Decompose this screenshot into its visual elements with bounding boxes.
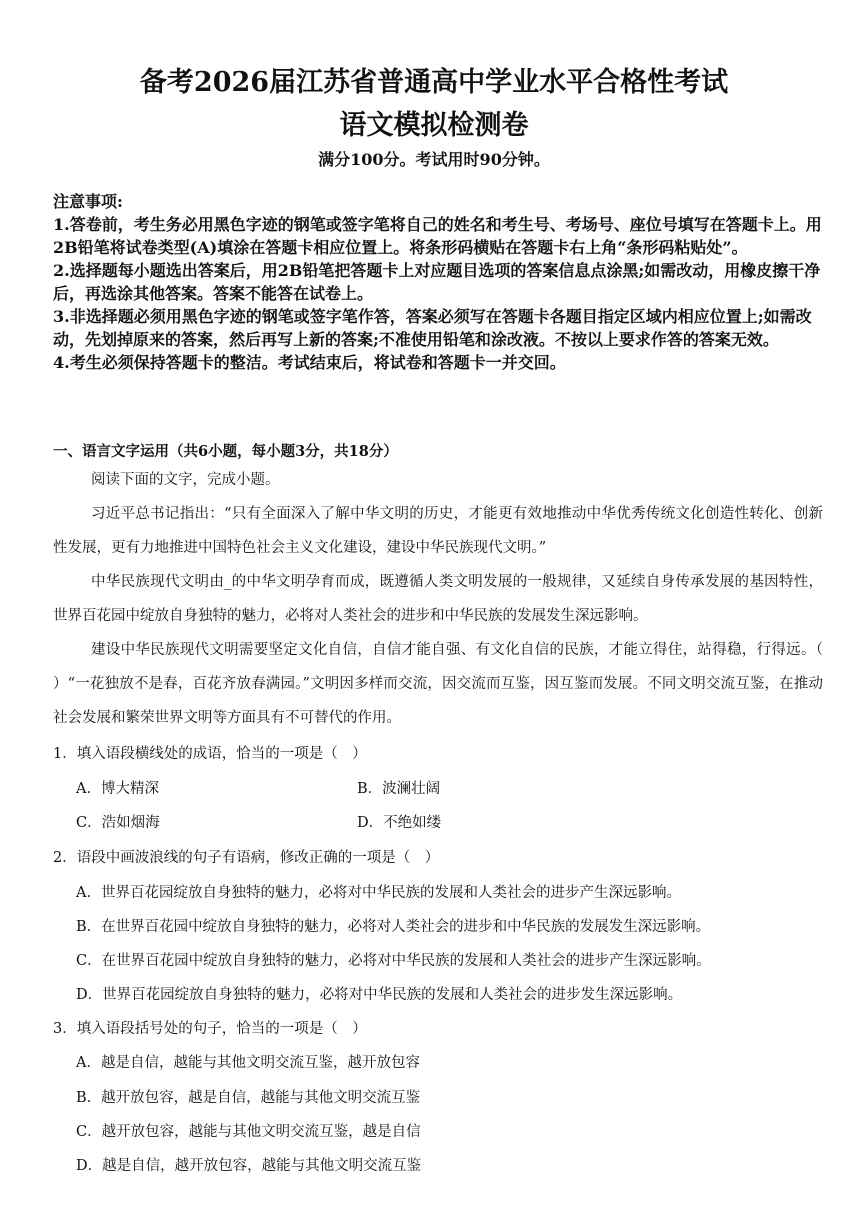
passage-paragraph: 建设中华民族现代文明需要坚定文化自信，自信才能自强、有文化自信的民族，才能立得住，站得稳，行得远。（ ）“一花独放不是春，百花齐放春满园。”文明因多样而交流，因交流而互鉴，因互鉴而发展。不同文明交流互鉴，在推动社会发展和繁荣世界文明等方面具有不可替代的作用。	[53, 642, 823, 726]
answer-option: D．世界百花园绽放自身独特的魅力，必将对中华民族的发展和人类社会的进步发生深远影响。	[76, 987, 683, 1003]
question-stem: 2．语段中画波浪线的句子有语病，修改正确的一项是（ ）	[53, 850, 440, 866]
answer-option: C．浩如烟海	[76, 815, 160, 831]
note-item: 2.选择题每小题选出答案后，用2B铅笔把答题卡上对应题目选项的答案信息点涂黑;如需改动，用橡皮擦干净后，再选涂其他答案。答案不能答在试卷上。	[53, 261, 821, 303]
note-item: 4.考生必须保持答题卡的整洁。考试结束后，将试卷和答题卡一并交回。	[53, 353, 566, 372]
score-info: 满分100分。考试用时90分钟。	[318, 150, 550, 169]
reading-instruction: 阅读下面的文字，完成小题。	[91, 472, 280, 488]
answer-option: A．世界百花园绽放自身独特的魅力，必将对中华民族的发展和人类社会的进步产生深远影响。	[76, 885, 681, 901]
page-title: 备考2026届江苏省普通高中学业水平合格性考试	[139, 67, 729, 98]
page-subtitle: 语文模拟检测卷	[339, 110, 529, 141]
question-stem: 1．填入语段横线处的成语，恰当的一项是（ ）	[53, 746, 367, 762]
answer-option: C．越开放包容，越能与其他文明交流互鉴，越是自信	[76, 1124, 421, 1140]
answer-option: B．越开放包容，越是自信，越能与其他文明交流互鉴	[76, 1090, 421, 1106]
notes-heading: 注意事项:	[53, 192, 123, 211]
answer-option: D．不绝如缕	[357, 815, 442, 831]
answer-option: B．在世界百花园中绽放自身独特的魅力，必将对人类社会的进步和中华民族的发展发生深远影响。	[76, 919, 711, 935]
notes-block	[53, 190, 823, 374]
section-title: 一、语言文字运用（共6小题，每小题3分，共18分）	[53, 443, 398, 460]
passage-paragraph: 中华民族现代文明由_的中华文明孕育而成，既遵循人类文明发展的一般规律，又延续自身传承发展的基因特性，世界百花园中绽放自身独特的魅力，必将对人类社会的进步和中华民族的发展发生深远影响。	[53, 574, 823, 624]
answer-option: A．博大精深	[76, 781, 159, 797]
answer-option: D．越是自信，越开放包容，越能与其他文明交流互鉴	[76, 1158, 422, 1174]
passage-paragraph: 习近平总书记指出：“只有全面深入了解中华文明的历史，才能更有效地推动中华优秀传统文化创造性转化、创新性发展，更有力地推进中国特色社会主义文化建设，建设中华民族现代文明。”	[53, 506, 823, 556]
question-stem: 3．填入语段括号处的句子，恰当的一项是（ ）	[53, 1021, 367, 1037]
answer-option: A．越是自信，越能与其他文明交流互鉴，越开放包容	[76, 1055, 420, 1071]
note-item: 1.答卷前，考生务必用黑色字迹的钢笔或签字笔将自己的姓名和考生号、考场号、座位号填写在答题卡上。用2B铅笔将试卷类型(A)填涂在答题卡相应位置上。将条形码横贴在答题卡右上角“条形码粘贴处”。	[53, 215, 822, 257]
note-item: 3.非选择题必须用黑色字迹的钢笔或签字笔作答，答案必须写在答题卡各题目指定区域内相应位置上;如需改动，先划掉原来的答案，然后再写上新的答案;不准使用铅笔和涂改液。不按以上要求作答的答案无效。	[53, 307, 812, 349]
answer-option: C．在世界百花园中绽放自身独特的魅力，必将对中华民族的发展和人类社会的进步产生深远影响。	[76, 953, 711, 969]
answer-option: B．波澜壮阔	[357, 781, 441, 797]
